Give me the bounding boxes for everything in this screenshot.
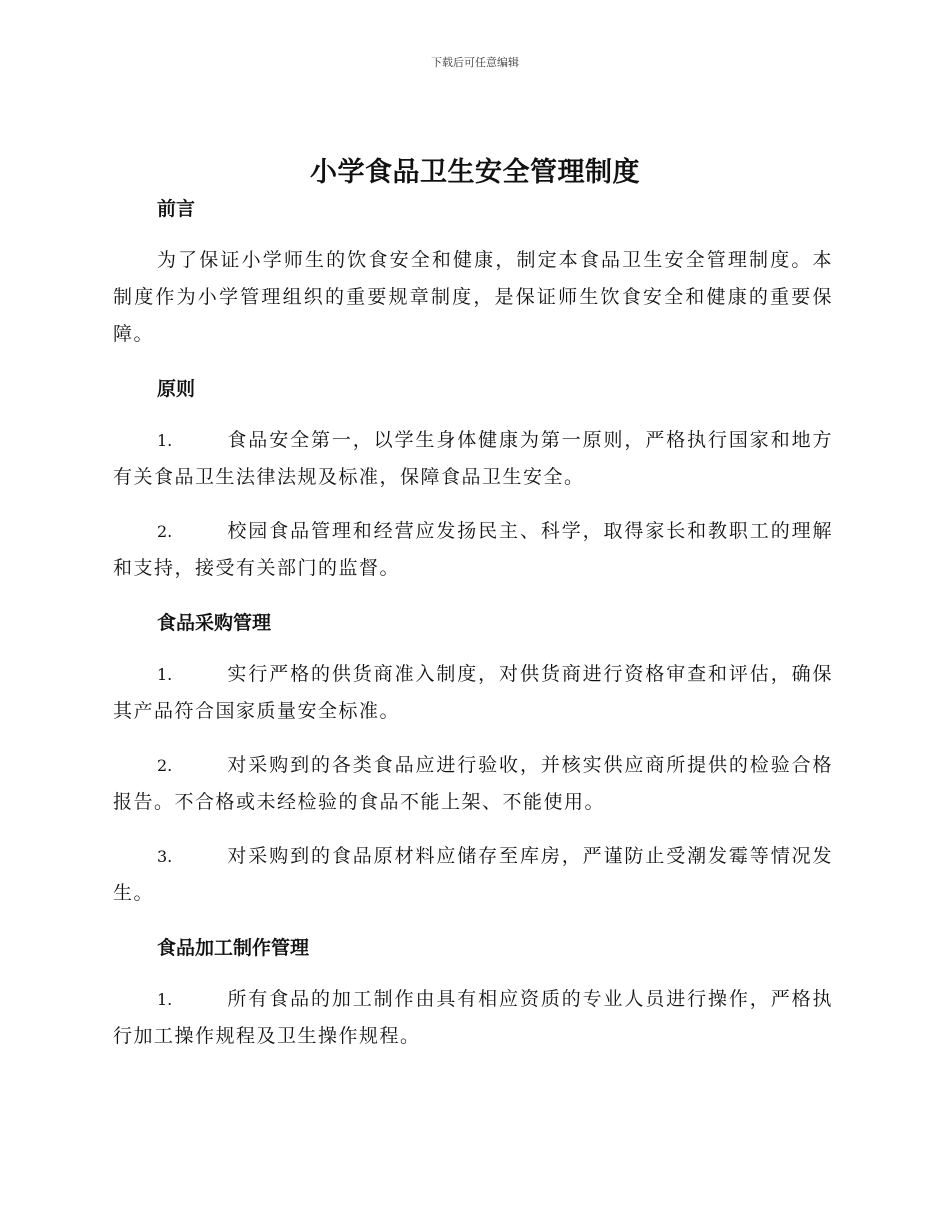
list-item xyxy=(113,981,833,1055)
list-item-text: 食品安全第一，以学生身体健康为第一原则，严格执行国家和地方有关食品卫生法律法规及标准，保障食品卫生安全。 xyxy=(113,429,833,488)
list-item-number: 1. xyxy=(157,990,173,1009)
list-item xyxy=(113,747,833,821)
list-item-number: 2. xyxy=(157,522,173,541)
list-item xyxy=(113,422,833,496)
document-body xyxy=(113,193,833,1055)
list-item-number: 1. xyxy=(157,431,173,450)
section-heading-principles: 原则 xyxy=(157,378,196,400)
list-item-text: 实行严格的供货商准入制度，对供货商进行资格审查和评估，确保其产品符合国家质量安全标准。 xyxy=(113,663,833,722)
list-item-number: 1. xyxy=(157,665,173,684)
list-item-text: 对采购到的食品原材料应储存至库房，严谨防止受潮发霉等情况发生。 xyxy=(113,845,833,904)
list-item-text: 校园食品管理和经营应发扬民主、科学，取得家长和教职工的理解和支持，接受有关部门的监督。 xyxy=(113,520,833,579)
list-item xyxy=(113,656,833,730)
section-heading-preface: 前言 xyxy=(157,198,196,220)
list-item xyxy=(113,838,833,912)
section-heading-processing: 食品加工制作管理 xyxy=(157,937,310,959)
section-heading-procurement: 食品采购管理 xyxy=(157,612,272,634)
list-item-text: 对采购到的各类食品应进行验收，并核实供应商所提供的检验合格报告。不合格或未经检验的食品不能上架、不能使用。 xyxy=(113,754,833,813)
list-item xyxy=(113,513,833,587)
list-item-text: 所有食品的加工制作由具有相应资质的专业人员进行操作，严格执行加工操作规程及卫生操作规程。 xyxy=(113,988,833,1047)
header-note: 下载后可任意编辑 xyxy=(431,56,519,69)
list-item-number: 3. xyxy=(157,847,173,866)
document-title: 小学食品卫生安全管理制度 xyxy=(310,157,640,188)
preface-paragraph: 为了保证小学师生的饮食安全和健康，制定本食品卫生安全管理制度。本制度作为小学管理组织的重要规章制度，是保证师生饮食安全和健康的重要保障。 xyxy=(113,249,833,345)
list-item-number: 2. xyxy=(157,756,173,775)
